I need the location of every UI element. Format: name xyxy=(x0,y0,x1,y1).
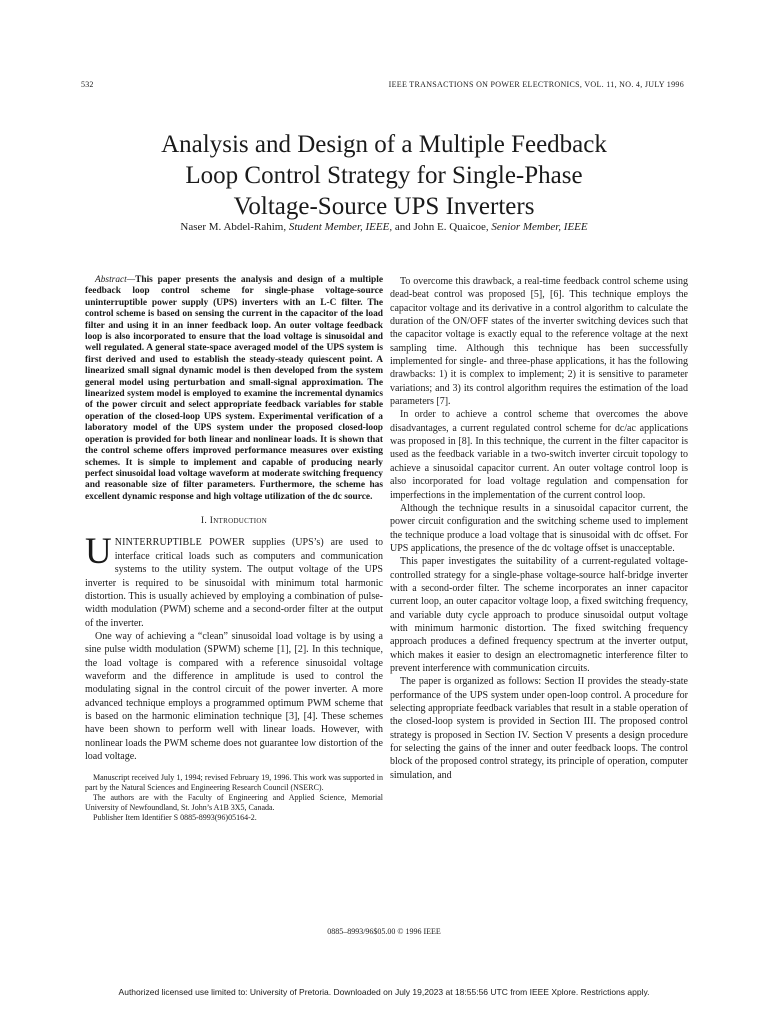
page-number: 532 xyxy=(81,80,94,89)
author-role: Student Member, IEEE, xyxy=(288,221,393,233)
author-role: Senior Member, IEEE xyxy=(491,221,588,233)
intro-paragraph-text: supplies (UPS’s) are used to interface critical loads such as computers and communication systems to the utility system. The output voltage of the UPS inverter is required to be sinusoidal with minimum total harmonic distortion. This is usually achieved by employing a combination of pulse-width modulation (PWM) scheme and a second-order filter at the output of the inverter. xyxy=(85,537,383,629)
title-line: Loop Control Strategy for Single-Phase xyxy=(185,161,583,189)
body-paragraph: To overcome this drawback, a real-time feedback control scheme using dead-beat control was proposed [5], [6]. This technique employs the capacitor voltage and its derivative in a control algorithm to calculate the duration of the ON/OFF states of the inverter switching devices such that the capacitor voltage is exactly equal to the reference voltage at the next sampling time. Although this technique has been successfully implemented for single- and three-phase applications, it has the following drawbacks: 1) it is complex to implement; 2) it is sensitive to parameter variations; and 3) its control algorithm requires the estimation of the load parameters [7]. xyxy=(390,276,688,408)
licence-notice: Authorized licensed use limited to: University of Pretoria. Downloaded on July 19,2023 at 18:55:56 UTC from IEEE Xplore. Restrictions apply. xyxy=(118,987,650,997)
author-line xyxy=(80,221,688,233)
abstract-text: This paper presents the analysis and design of a multiple feedback loop control scheme for single-phase voltage-source uninterruptible power supply (UPS) inverters with an L-C filter. The control scheme is based on sensing the current in the capacitor of the load filter and using it in an inner feedback loop. An outer voltage feedback loop is also incorporated to ensure that the load voltage is sinusoidal and well regulated. A general state-space averaged model of the UPS system is first derived and used to establish the steady-steady quiescent point. A linearized small signal dynamic model is then developed from the system general model using perturbation and small-signal approximation. The linearized system model is employed to examine the incremental dynamics of the power circuit and select appropriate feedback variables for stable operation of the closed-loop UPS system. Experimental verification of a laboratory model of the UPS system under the proposed closed-loop operation is provided for both linear and nonlinear loads. It is shown that the control scheme offers improved performance measures over existing schemes. It is simple to implement and capable of producing nearly perfect sinusoidal load voltage waveform at moderate switching frequency and reasonable size of filter parameters. Furthermore, the scheme has excellent dynamic response and high voltage utilization of the dc source. xyxy=(85,275,383,502)
copyright-line: 0885–8993/96$05.00 © 1996 IEEE xyxy=(327,927,441,936)
author-conjunction: and xyxy=(394,221,411,233)
title-line: Analysis and Design of a Multiple Feedback xyxy=(161,130,607,158)
footnote: Manuscript received July 1, 1994; revised February 19, 1996. This work was supported in part by the Natural Sciences and Engineering Research Council (NSERC). xyxy=(85,773,383,793)
footnotes xyxy=(85,773,383,822)
journal-header: IEEE TRANSACTIONS ON POWER ELECTRONICS, VOL. 11, NO. 4, JULY 1996 xyxy=(388,80,684,89)
footnote: Publisher Item Identifier S 0885-8993(96)05164-2. xyxy=(93,812,257,822)
title-line: Voltage-Source UPS Inverters xyxy=(233,192,535,220)
body-paragraph: This paper investigates the suitability of a current-regulated voltage-controlled strategy for a single-phase voltage-source half-bridge inverter with a second-order filter. The scheme incorporates an inner capacitor current loop, an outer capacitor voltage loop, a fixed switching frequency, and variable duty cycle approach to produce sinusoidal output voltage with minimum harmonic distortion. The fixed switching frequency approach produces a defined frequency spectrum at the inverter output, which makes it easier to design an electromagnetic interference filter to prevent interference with communication circuits. xyxy=(390,556,688,674)
body-paragraph: Although the technique results in a sinusoidal capacitor current, the power circuit configuration and the switching scheme used to implement the technique produce a load voltage that is sinusoidal with dc offset. For UPS applications, the presence of the dc voltage offset is unacceptable. xyxy=(390,502,688,554)
abstract xyxy=(85,275,383,503)
body-paragraph: The paper is organized as follows: Section II provides the steady-state performance of the UPS system under open-loop control. A procedure for selecting appropriate feedback variables that result in a stable operation of the closed-loop system is provided in Section III. The proposed control strategy is proposed in Section IV. Section V presents a design procedure for selecting the gains of the inner and outer feedback loops. The control block of the proposed control strategy, its principle of operation, computer simulation, and xyxy=(390,676,688,781)
right-column xyxy=(390,275,688,782)
abstract-label: Abstract— xyxy=(95,275,136,285)
intro-first-word: NINTERRUPTIBLE POWER xyxy=(114,537,246,549)
body-paragraph: In order to achieve a control scheme that overcomes the above disadvantages, a current regulated control scheme for dc/ac applications was proposed in [8]. In this technique, the current in the filter capacitor is used as the feedback variable in a two-switch inverter circuit topology to achieve a sinusoidal capacitor current. An outer voltage control loop is also incorporated for load voltage regulation and compensation for imperfections in the implementation of the current control loop. xyxy=(390,409,688,501)
drop-cap: U xyxy=(85,531,112,573)
left-column xyxy=(85,275,383,822)
section-heading: I. Introduction xyxy=(200,516,268,527)
author-name: Naser M. Abdel-Rahim, xyxy=(180,221,287,233)
intro-paragraph xyxy=(85,531,383,629)
footnote: The authors are with the Faculty of Engineering and Applied Science, Memorial University of Newfoundland, St. John’s A1B 3X5, Canada. xyxy=(85,792,383,812)
paper-title xyxy=(80,129,688,222)
intro-paragraph: One way of achieving a “clean” sinusoidal load voltage is by using a sine pulse width modulation (SPWM) scheme [1], [2]. In this technique, the load voltage is compared with a reference sinusoidal voltage waveform and the difference in amplitude is used to control the modulating signal in the control circuit of the power inverter. A more advanced technique employs a programmed optimum PWM scheme that is based on the harmonic elimination technique [3], [4]. These schemes have been shown to perform well with linear loads. However, with nonlinear loads the PWM scheme does not guarantee low distortion of the load voltage. xyxy=(85,630,383,762)
author-name: John E. Quaicoe, xyxy=(413,221,489,233)
